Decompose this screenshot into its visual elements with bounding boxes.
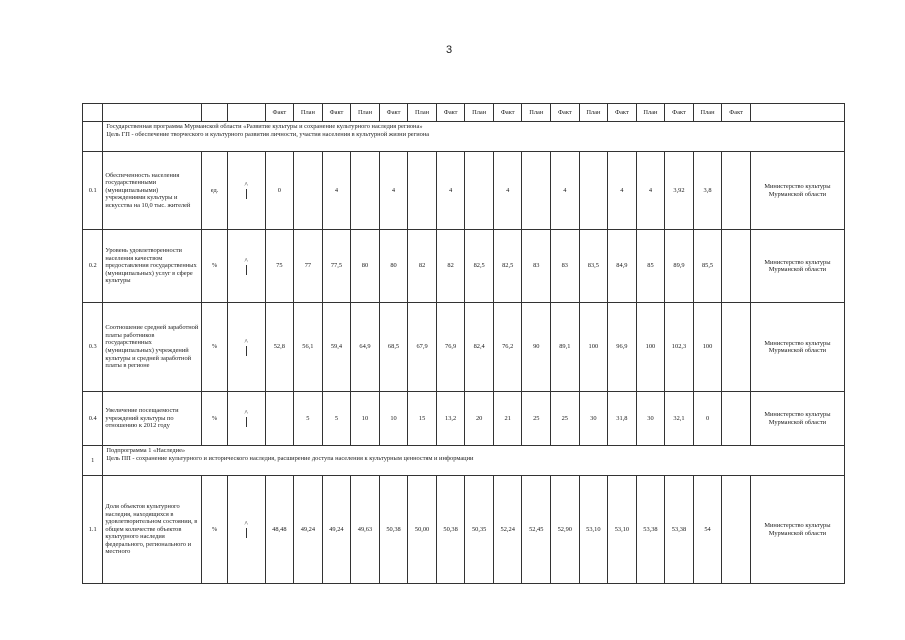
indicator-value: 100 bbox=[693, 303, 722, 392]
header-cell bbox=[202, 104, 228, 122]
indicator-value: 85 bbox=[636, 230, 665, 303]
header-cell: Факт bbox=[722, 104, 751, 122]
indicator-value: 90 bbox=[522, 303, 551, 392]
direction-bar bbox=[246, 528, 247, 538]
indicator-value: 49,63 bbox=[351, 476, 380, 584]
indicator-value: 4 bbox=[379, 152, 408, 230]
section-number: 1 bbox=[83, 446, 103, 476]
increase-direction-icon bbox=[245, 521, 248, 538]
indicator-value: 4 bbox=[608, 152, 637, 230]
indicator-value: 85,5 bbox=[693, 230, 722, 303]
header-cell: План bbox=[408, 104, 437, 122]
indicator-value: 89,9 bbox=[665, 230, 694, 303]
indicator-name: Соотношение средней заработной платы работников государственных (муниципальных) учреждений культуры и средней заработной платы в регионе bbox=[103, 303, 202, 392]
indicator-direction bbox=[227, 476, 265, 584]
indicator-value: 102,3 bbox=[665, 303, 694, 392]
indicator-value: 4 bbox=[436, 152, 465, 230]
indicator-value bbox=[522, 152, 551, 230]
section-text bbox=[103, 446, 845, 476]
header-cell: Факт bbox=[551, 104, 580, 122]
header-cell: План bbox=[579, 104, 608, 122]
header-cell: План bbox=[351, 104, 380, 122]
responsible-executor: Министерство культуры Мурманской области bbox=[750, 230, 844, 303]
responsible-executor: Министерство культуры Мурманской области bbox=[750, 392, 844, 446]
direction-bar bbox=[246, 346, 247, 356]
indicator-value: 83,5 bbox=[579, 230, 608, 303]
section-number bbox=[83, 122, 103, 152]
header-cell: План bbox=[465, 104, 494, 122]
header-cell bbox=[227, 104, 265, 122]
indicator-value: 5 bbox=[322, 392, 351, 446]
indicator-direction bbox=[227, 303, 265, 392]
indicator-value: 5 bbox=[294, 392, 323, 446]
direction-symbol: ^ bbox=[244, 409, 248, 417]
indicator-value: 52,45 bbox=[522, 476, 551, 584]
indicator-value: 4 bbox=[636, 152, 665, 230]
indicator-unit: % bbox=[202, 303, 228, 392]
indicator-number: 1.1 bbox=[83, 476, 103, 584]
direction-bar bbox=[246, 265, 247, 275]
indicator-number: 0.3 bbox=[83, 303, 103, 392]
indicator-value: 10 bbox=[351, 392, 380, 446]
indicator-row bbox=[83, 303, 845, 392]
header-cell: План bbox=[294, 104, 323, 122]
indicator-value: 75 bbox=[265, 230, 294, 303]
indicator-value: 0 bbox=[693, 392, 722, 446]
increase-direction-icon bbox=[245, 258, 248, 275]
subprogram-row bbox=[83, 446, 845, 476]
indicator-value: 20 bbox=[465, 392, 494, 446]
indicator-value: 77 bbox=[294, 230, 323, 303]
section-title: Подпрограмма 1 «Наследие» bbox=[106, 447, 186, 454]
indicator-value: 30 bbox=[579, 392, 608, 446]
indicator-value: 53,38 bbox=[665, 476, 694, 584]
direction-bar bbox=[246, 417, 247, 427]
indicator-value: 64,9 bbox=[351, 303, 380, 392]
program-row bbox=[83, 122, 845, 152]
indicator-value bbox=[579, 152, 608, 230]
section-goal: Цель ПП - сохранение культурного и исторического наследия, расширение доступа населения к культурным ценностям и информации bbox=[106, 454, 474, 462]
indicator-value: 68,5 bbox=[379, 303, 408, 392]
indicator-value bbox=[294, 152, 323, 230]
indicator-unit: % bbox=[202, 230, 228, 303]
indicator-value: 53,38 bbox=[636, 476, 665, 584]
indicator-value: 52,8 bbox=[265, 303, 294, 392]
indicator-row bbox=[83, 476, 845, 584]
indicator-value: 3,8 bbox=[693, 152, 722, 230]
indicator-value: 32,1 bbox=[665, 392, 694, 446]
indicator-value: 59,4 bbox=[322, 303, 351, 392]
indicator-value: 3,92 bbox=[665, 152, 694, 230]
indicator-value bbox=[408, 152, 437, 230]
header-cell: План bbox=[636, 104, 665, 122]
indicator-row bbox=[83, 230, 845, 303]
direction-symbol: ^ bbox=[244, 256, 248, 265]
indicator-number: 0.1 bbox=[83, 152, 103, 230]
indicator-value bbox=[722, 152, 751, 230]
header-cell bbox=[103, 104, 202, 122]
indicator-value: 82,4 bbox=[465, 303, 494, 392]
indicator-value: 10 bbox=[379, 392, 408, 446]
indicator-value: 52,90 bbox=[551, 476, 580, 584]
indicator-value: 100 bbox=[636, 303, 665, 392]
indicator-direction bbox=[227, 230, 265, 303]
indicator-name: Доля объектов культурного наследия, находящихся в удовлетворительном состоянии, в общем количестве объектов культурного наследия федерального, регионального и местного bbox=[103, 476, 202, 584]
header-cell: План bbox=[522, 104, 551, 122]
header-cell: Факт bbox=[436, 104, 465, 122]
indicator-value: 15 bbox=[408, 392, 437, 446]
indicator-value: 25 bbox=[522, 392, 551, 446]
indicator-number: 0.4 bbox=[83, 392, 103, 446]
indicator-value: 30 bbox=[636, 392, 665, 446]
indicator-value: 50,00 bbox=[408, 476, 437, 584]
indicator-value: 4 bbox=[551, 152, 580, 230]
section-goal: Цель ГП - обеспечение творческого и культурного развития личности, участия населения в культурной жизни региона bbox=[106, 130, 430, 138]
header-cell: Факт bbox=[379, 104, 408, 122]
header-cell: Факт bbox=[265, 104, 294, 122]
indicator-direction bbox=[227, 392, 265, 446]
indicator-value: 53,10 bbox=[579, 476, 608, 584]
indicator-value: 82,5 bbox=[493, 230, 522, 303]
indicator-value bbox=[722, 476, 751, 584]
indicator-value: 83 bbox=[551, 230, 580, 303]
indicator-value: 82 bbox=[436, 230, 465, 303]
section-text bbox=[103, 122, 845, 152]
indicator-value: 4 bbox=[493, 152, 522, 230]
indicator-value: 76,9 bbox=[436, 303, 465, 392]
indicators-table bbox=[82, 103, 845, 584]
indicator-name: Обеспеченность населения государственными (муниципальными) учреждениями культуры и искусства на 10,0 тыс. жителей bbox=[103, 152, 202, 230]
indicator-value bbox=[722, 230, 751, 303]
indicator-value: 13,2 bbox=[436, 392, 465, 446]
indicator-direction bbox=[227, 152, 265, 230]
indicator-value: 82,5 bbox=[465, 230, 494, 303]
header-cell-empty bbox=[750, 104, 844, 122]
header-cell: План bbox=[693, 104, 722, 122]
header-cell: Факт bbox=[608, 104, 637, 122]
indicator-name: Увеличение посещаемости учреждений культуры по отношению к 2012 году bbox=[103, 392, 202, 446]
header-cell bbox=[83, 104, 103, 122]
indicator-value bbox=[722, 303, 751, 392]
indicator-value: 50,38 bbox=[379, 476, 408, 584]
direction-symbol: ^ bbox=[244, 181, 248, 189]
indicator-value: 4 bbox=[322, 152, 351, 230]
indicator-value: 76,2 bbox=[493, 303, 522, 392]
indicator-value bbox=[722, 392, 751, 446]
indicator-value: 89,1 bbox=[551, 303, 580, 392]
responsible-executor: Министерство культуры Мурманской области bbox=[750, 303, 844, 392]
indicator-number: 0.2 bbox=[83, 230, 103, 303]
indicator-value bbox=[465, 152, 494, 230]
indicator-unit: % bbox=[202, 392, 228, 446]
indicator-value: 0 bbox=[265, 152, 294, 230]
indicator-value: 80 bbox=[351, 230, 380, 303]
indicator-value bbox=[351, 152, 380, 230]
indicator-value: 54 bbox=[693, 476, 722, 584]
indicator-value bbox=[265, 392, 294, 446]
increase-direction-icon bbox=[245, 182, 248, 199]
indicator-value: 50,35 bbox=[465, 476, 494, 584]
indicator-row bbox=[83, 152, 845, 230]
indicator-value: 80 bbox=[379, 230, 408, 303]
indicator-value: 77,5 bbox=[322, 230, 351, 303]
indicator-value: 21 bbox=[493, 392, 522, 446]
indicator-value: 31,8 bbox=[608, 392, 637, 446]
header-cell: Факт bbox=[493, 104, 522, 122]
page-number: 3 bbox=[446, 44, 453, 56]
indicator-name: Уровень удовлетворенности населения качеством предоставления государственных (муниципальных) услуг в сфере культуры bbox=[103, 230, 202, 303]
indicator-value: 25 bbox=[551, 392, 580, 446]
increase-direction-icon bbox=[245, 339, 248, 356]
indicator-value: 67,9 bbox=[408, 303, 437, 392]
indicator-value: 83 bbox=[522, 230, 551, 303]
indicator-value: 49,24 bbox=[322, 476, 351, 584]
indicator-unit: % bbox=[202, 476, 228, 584]
indicator-value: 52,24 bbox=[493, 476, 522, 584]
indicator-value: 50,38 bbox=[436, 476, 465, 584]
header-cell: Факт bbox=[665, 104, 694, 122]
indicator-value: 56,1 bbox=[294, 303, 323, 392]
indicator-value: 100 bbox=[579, 303, 608, 392]
section-title: Государственная программа Мурманской области «Развитие культуры и сохранение культурного наследия региона» bbox=[106, 123, 423, 130]
indicator-value: 53,10 bbox=[608, 476, 637, 584]
direction-symbol: ^ bbox=[244, 337, 248, 346]
indicator-value: 48,48 bbox=[265, 476, 294, 584]
indicator-value: 49,24 bbox=[294, 476, 323, 584]
responsible-executor: Министерство культуры Мурманской области bbox=[750, 476, 844, 584]
header-row bbox=[83, 104, 845, 122]
direction-bar bbox=[246, 189, 247, 199]
indicator-row bbox=[83, 392, 845, 446]
indicator-value: 96,9 bbox=[608, 303, 637, 392]
indicator-value: 82 bbox=[408, 230, 437, 303]
indicator-value: 84,9 bbox=[608, 230, 637, 303]
indicator-unit: ед. bbox=[202, 152, 228, 230]
header-cell: Факт bbox=[322, 104, 351, 122]
direction-symbol: ^ bbox=[244, 520, 248, 528]
responsible-executor: Министерство культуры Мурманской области bbox=[750, 152, 844, 230]
increase-direction-icon bbox=[245, 410, 248, 427]
